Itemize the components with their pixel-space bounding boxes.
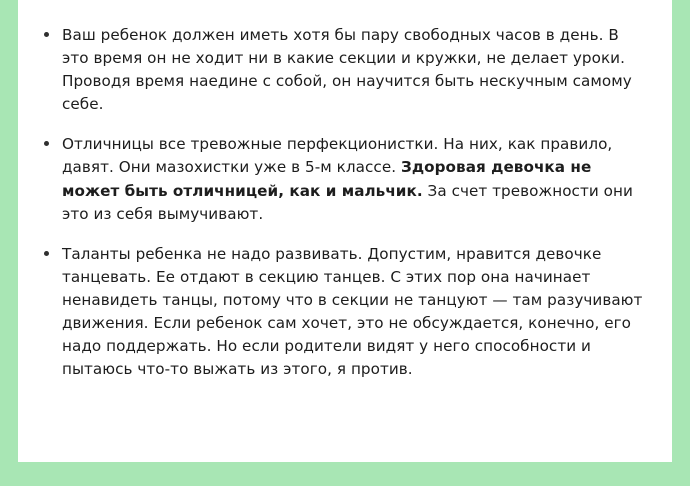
bullet-dot-icon xyxy=(44,251,49,256)
list-item xyxy=(40,133,646,225)
bullet-paragraph xyxy=(62,243,646,382)
body-text: Ваш ребенок должен иметь хотя бы пару свободных часов в день. В это время он не ходит ни в какие секции и кружки, не делает уроки. Проводя время наедине с собой, он научится быть нескучным самому себе. xyxy=(62,26,632,114)
body-text: Отличницы все тревожные перфекционистки. На них, как правило, давят. Они мазохистки уже в 5-м классе. xyxy=(62,135,613,177)
bullet-dot-icon xyxy=(44,141,49,146)
body-text: Таланты ребенка не надо развивать. Допустим, нравится девочке танцевать. Ее отдают в секцию танцев. С этих пор она начинает ненавидеть танцы, потому что в секции не танцуют — там разучивают движения. Если ребенок сам хочет, это не обсуждается, конечно, его надо поддержать. Но если родители видят у него способности и пытаюсь что-то выжать из этого, я против. xyxy=(62,244,643,379)
bullet-paragraph xyxy=(62,133,646,225)
bullet-dot-icon xyxy=(44,32,49,37)
list-item xyxy=(40,24,646,116)
body-text: За счет тревожности они это из себя вымучивают. xyxy=(62,181,633,223)
text-card xyxy=(18,0,672,462)
bullet-list xyxy=(40,24,646,381)
list-item xyxy=(40,243,646,382)
emphasized-text: Здоровая девочка не может быть отличницей, как и мальчик. xyxy=(62,158,592,200)
bullet-paragraph xyxy=(62,24,646,116)
